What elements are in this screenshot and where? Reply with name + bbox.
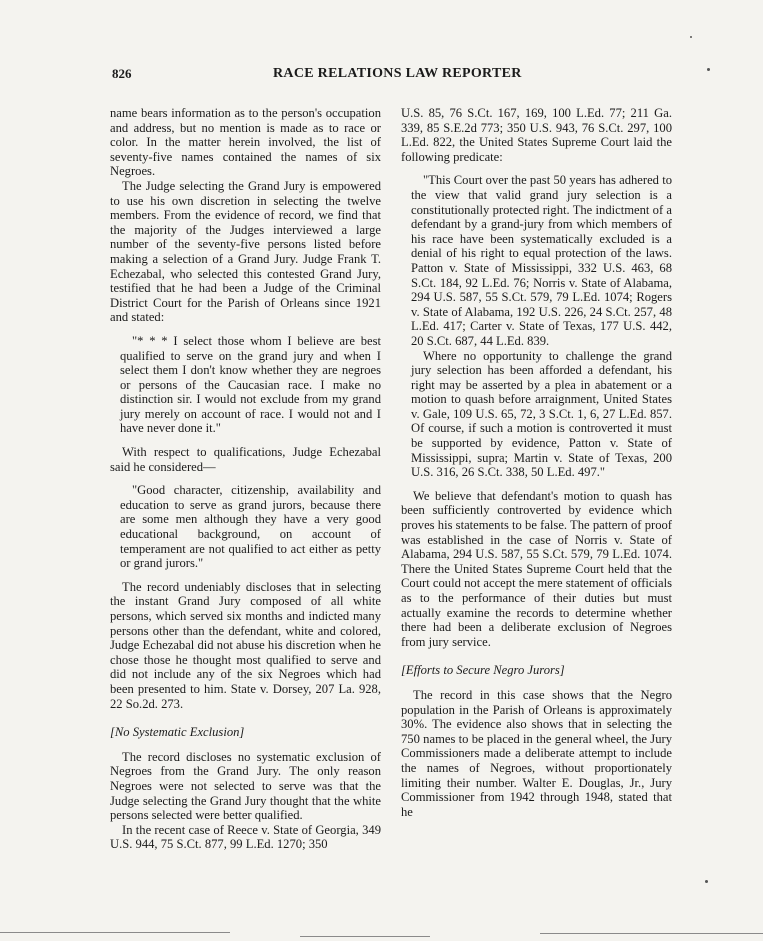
right-column <box>401 106 672 819</box>
scan-speck <box>690 36 692 38</box>
paragraph: The record discloses no systematic exclusion of Negroes from the Grand Jury. The only reason Negroes were not selected to serve was that the Judge selecting the Grand Jury thought that the white persons selected were better qualified. <box>110 749 381 823</box>
section-heading: [No Systematic Exclusion] <box>110 725 245 740</box>
paragraph: The record in this case shows that the Negro population in the Parish of Orleans is approximately 30%. The evidence also shows that in selecting the 750 names to be placed in the general wheel, the Jury Commissioners made a deliberate attempt to include the names of Negroes, without proportionately limiting their number. Walter E. Douglas, Jr., Jury Commissioner from 1942 through 1948, stated that he <box>401 687 672 819</box>
page-number: 826 <box>112 66 132 81</box>
quote-paragraph: "* * * I select those whom I believe are best qualified to serve on the grand jury and when I select them I don't know whether they are negroes or persons of the Caucasian race. I make no distinction sir. I would not exclude from my grand jury merely on account of race. I would not and I have never done it." <box>120 333 381 436</box>
paragraph: In the recent case of Reece v. State of Georgia, 349 U.S. 944, 75 S.Ct. 877, 99 L.Ed. 1270; 350 <box>110 822 381 852</box>
block-quote <box>120 334 381 436</box>
scan-edge-line <box>300 936 430 937</box>
block-quote <box>120 483 381 571</box>
paragraph: The record undeniably discloses that in selecting the instant Grand Jury composed of all white persons, which served six months and indicted many persons other than the defendant, white and colored, Judge Echezabal did not abuse his discretion when he chose those he thought most qualified to serve and did not include any of the six Negroes which had been presented to him. State v. Dorsey, 207 La. 928, 22 So.2d. 273. <box>110 579 381 711</box>
block-quote <box>411 173 672 479</box>
scan-speck <box>705 880 708 883</box>
left-column <box>110 106 381 852</box>
paragraph: The Judge selecting the Grand Jury is empowered to use his own discretion in selecting the twelve members. From the evidence of record, we find that the majority of the Judges interviewed a large number of the seventy-five persons listed before making a selection of a Grand Jury. Judge Frank T. Echezabal, who selected this contested Grand Jury, testified that he had been a Judge of the Criminal District Court for the Parish of Orleans since 1921 and stated: <box>110 178 381 325</box>
section-heading: [Efforts to Secure Negro Jurors] <box>401 663 565 678</box>
scan-speck <box>707 68 710 71</box>
paragraph: With respect to qualifications, Judge Echezabal said he considered— <box>110 445 381 474</box>
quote-paragraph: "This Court over the past 50 years has adhered to the view that valid grand jury selection is a constitutionally protected right. The indictment of a defendant by a grand-jury from which members of his race have been systematically excluded is a denial of his right to equal protection of the laws. Patton v. State of Mississippi, 332 U.S. 463, 68 S.Ct. 184, 92 L.Ed. 76; Norris v. State of Alabama, 294 U.S. 587, 55 S.Ct. 579, 79 L.Ed. 1074; Rogers v. State of Alabama, 192 U.S. 226, 24 S.Ct. 257, 48 L.Ed. 417; Carter v. State of Texas, 177 U.S. 442, 20 S.Ct. 687, 44 L.Ed. 839. <box>411 173 672 348</box>
page-header <box>0 66 763 86</box>
paragraph: U.S. 85, 76 S.Ct. 167, 169, 100 L.Ed. 77; 211 Ga. 339, 85 S.E.2d 773; 350 U.S. 943, 76 S.Ct. 297, 100 L.Ed. 822, the United States Supreme Court laid the following predicate: <box>401 106 672 164</box>
quote-paragraph: Where no opportunity to challenge the grand jury selection has been afforded a defendant, his right may be asserted by a plea in abatement or a motion to quash before arraignment, United States v. Gale, 109 U.S. 65, 72, 3 S.Ct. 1, 6, 27 L.Ed. 857. Of course, if such a motion is controverted it must be supported by evidence, Patton v. State of Mississippi, supra; Martin v. State of Texas, 200 U.S. 316, 26 S.Ct. 338, 50 L.Ed. 497." <box>411 348 672 480</box>
paragraph: name bears information as to the person's occupation and address, but no mention is made as to race or color. In the matter herein involved, the list of seventy-five names contained the names of six Negroes. <box>110 106 381 179</box>
scan-edge-line <box>540 933 763 934</box>
scan-edge-line <box>0 932 230 933</box>
paragraph: We believe that defendant's motion to quash has been sufficiently controverted by evidence which proves his statements to be false. The pattern of proof was established in the case of Norris v. State of Alabama, 294 U.S. 587, 55 S.Ct. 579, 79 L.Ed. 1074. There the United States Supreme Court held that the Court could not accept the mere statement of officials as to the performance of their duties but must actually examine the records to determine whether there had been a deliberate exclusion of Negroes from jury service. <box>401 488 672 649</box>
running-head: RACE RELATIONS LAW REPORTER <box>273 66 522 81</box>
quote-paragraph: "Good character, citizenship, availability and education to serve as grand jurors, because there are some men although they have a very good educational background, on account of temperament are not qualified to act either as petty or grand jurors." <box>120 483 381 571</box>
